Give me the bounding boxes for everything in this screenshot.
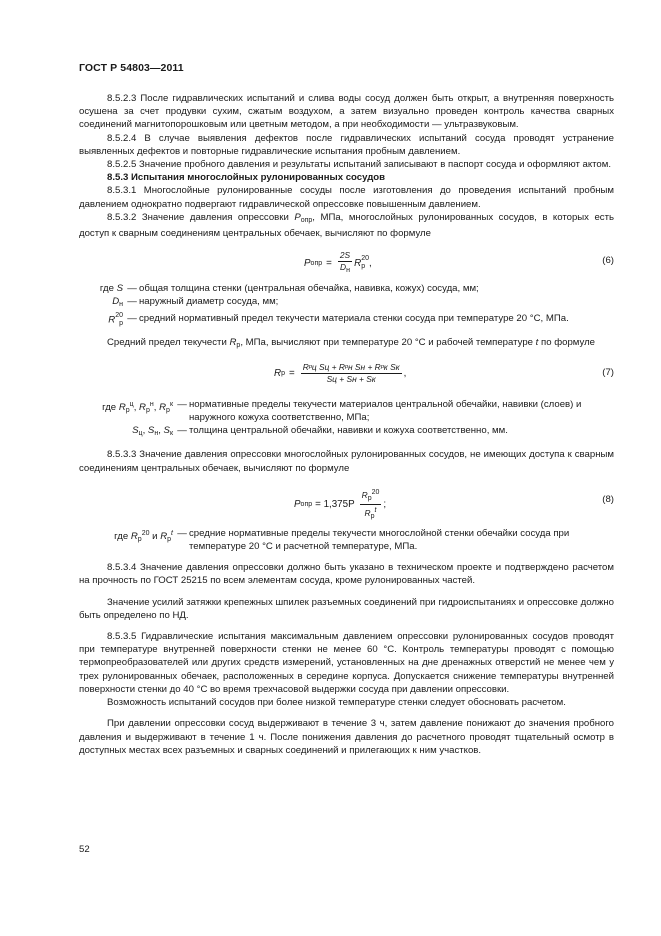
- where-list-6: где S — общая толщина стенки (центральная обечайка, навивка, кожух) сосуда, мм; $D_н$ — наружный диаметр сосуда, мм; R 20 р — средний нормативный предел текучести материала стенки сосуда при температуре 20 °С, МПа.: [99, 283, 569, 327]
- paragraph-8-5-3-5: 8.5.3.5 Гидравлические испытания максимальным давлением опрессовки рулонированных сосудов проводят при температуре внутренней поверхности стенки не менее 60 °С. Контроль температуры проводят с помощью термопреобразователей или других средств измерений, установленных на дне дренажных отверстий не менее чем у трех рулонированных обечаек, расположенных в середине корпуса. Допускается снижение температуры внутренней поверхности стенки до 40 °С во время трехчасовой выдержки сосуда при давлении опрессовки.: [79, 631, 614, 695]
- paragraph-8-5-2-4: 8.5.2.4 В случае выявления дефектов после гидравлических испытаний сосуда проводят устранение выявленных дефектов и повторные гидравлические испытания пробным давлением.: [79, 132, 614, 157]
- paragraph-yield-mean: Средний предел текучести $R_р$, МПа, вычисляют при температуре 20 °С и рабочей температуре t по формуле: [107, 336, 595, 349]
- formula-number: (6): [602, 255, 614, 267]
- fraction: $\frac{2S}{D_н}$: [339, 250, 351, 275]
- paragraph-8-5-3-4: 8.5.3.4 Значение давления опрессовки должно быть указано в техническом проекте и подтверждено расчетом на прочность по ГОСТ 25215 по всем элементам сосуда, кроме рулонированных частей.: [79, 562, 614, 587]
- fraction: $\frac{R_р^{20}}{R_р^t}$: [361, 488, 380, 520]
- formula-8: P опр = 1,375P $\frac{R_р^{20}}{R_р^t}$ ; (8): [294, 488, 614, 520]
- section-heading-8-5-3: 8.5.3 Испытания многослойных рулонированных сосудов: [107, 172, 386, 184]
- paragraph-bolt-force: Значение усилий затяжки крепежных шпилек разъемных соединений при гидроиспытаниях и опрессовке должно быть определено по НД.: [79, 596, 614, 621]
- formula-number: (8): [602, 493, 614, 505]
- document-body: [79, 92, 614, 757]
- paragraph-holding: При давлении опрессовки сосуд выдерживают в течение 3 ч, затем давление понижают до значения пробного давления и выдерживают в течение 1 ч. После понижения давления до расчетного проводят тщательный осмотр в доступных местах всех разъемных и сварных соединений и прилегающих к ним участков.: [79, 718, 614, 756]
- paragraph-8-5-2-3: 8.5.2.3 После гидравлических испытаний и слива воды сосуд должен быть открыт, а внутренняя поверхность осушена за счет продувки сухим, сжатым воздухом, а затем визуально проведен контроль качества сварных соединений магнитопорошковым или цветным методом, а при необходимости — ультразвуковым.: [79, 93, 614, 131]
- where-list-7: где $R_р^ц$, $R_р^н$, $R_р^к$ — нормативные пределы текучести материалов центральной обечайки, навивки (слоев) и наружного кожуха соответственно, МПа; $S_ц$, $S_н$, $S_к$ — толщина центральной обечайки, навивки и кожуха соответственно, мм.: [102, 398, 582, 438]
- formula-7: R р = $\frac{\text{Rᵖц Sц + Rᵖн Sн + Rᵖк Sк}}{Sц + Sн + Sк}$ , (7): [274, 361, 614, 384]
- paragraph-low-temperature: Возможность испытаний сосудов при более низкой температуре стенки следует обосновать расчетом.: [107, 697, 566, 709]
- paragraph-8-5-2-5: 8.5.2.5 Значение пробного давления и результаты испытаний записывают в паспорт сосуда и оформляют актом.: [107, 159, 612, 171]
- document-header: ГОСТ Р 54803—2011: [79, 62, 184, 74]
- paragraph-8-5-3-3: 8.5.3.3 Значение давления опрессовки многослойных рулонированных сосудов, не имеющих доступа к сварным соединениям центральных обечаек, вычисляют по формуле: [79, 449, 614, 474]
- formula-number: (7): [602, 366, 614, 378]
- paragraph-8-5-3-2: 8.5.3.2 Значение давления опрессовки $P_{опр}$, МПа, многослойных рулонированных сосудов, в которых есть доступ к сварным соединениям центральных обечаек, вычисляют по формуле: [79, 211, 614, 240]
- page-number: 52: [79, 844, 90, 855]
- formula-6: P опр = $\frac{2S}{D_н}$ R 20 р , (6): [304, 250, 614, 275]
- where-list-8: где $R_р^{20}$ и $R_р^t$ — средние нормативные пределы текучести многослойной стенки обечайки сосуда при температуре 20 °С и расчетной температуре, МПа.: [114, 527, 570, 553]
- fraction: $\frac{\text{Rᵖц Sц + Rᵖн Sн + Rᵖк Sк}}{Sц + Sн + Sк}$: [302, 361, 400, 384]
- paragraph-8-5-3-1: 8.5.3.1 Многослойные рулонированные сосуды после изготовления до проведения испытаний пробным давлением однократно подвергают гидравлической опрессовке повышенным давлением.: [79, 185, 614, 210]
